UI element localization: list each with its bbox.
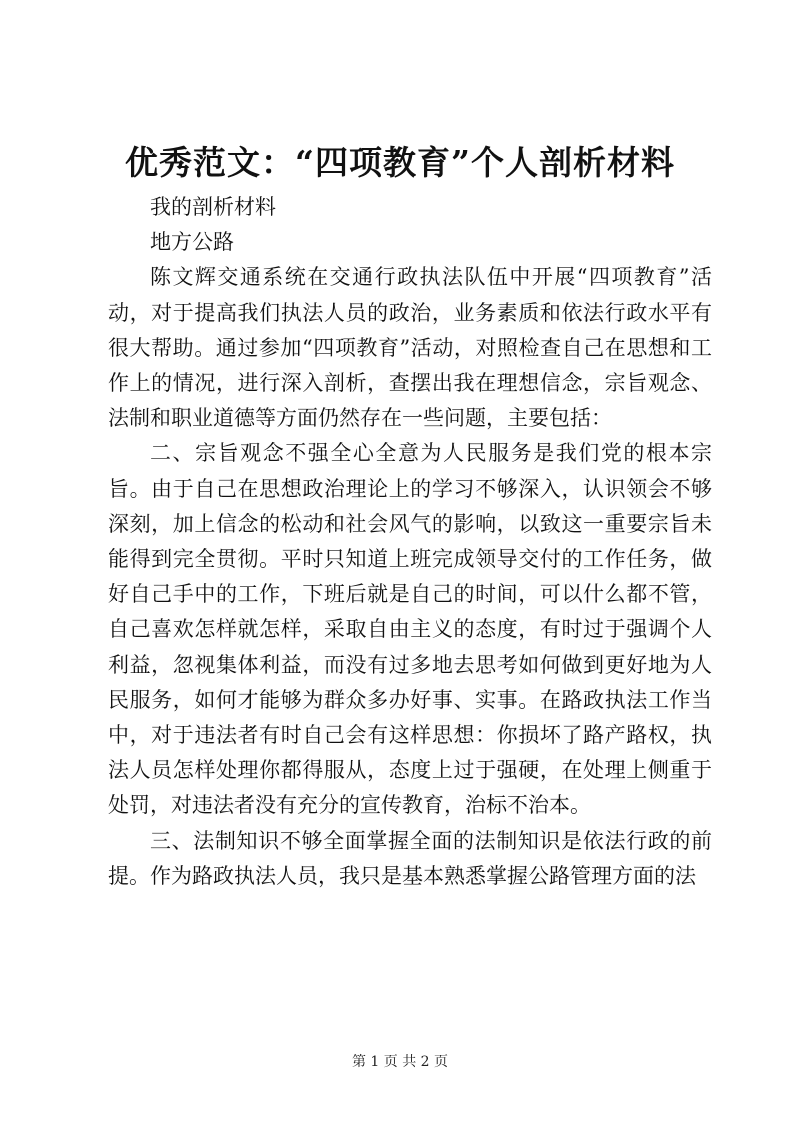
page-number-footer: 第 1 页 共 2 页 <box>351 1054 449 1070</box>
document-body <box>108 190 712 894</box>
paragraph-section-three: 三、法制知识不够全面掌握全面的法制知识是依法行政的前提。作为路政执法人员，我只是基本熟悉掌握公路管理方面的法 <box>108 828 712 888</box>
paragraph-intro: 陈文辉交通系统在交通行政执法队伍中开展“四项教育”活动，对于提高我们执法人员的政治，业务素质和依法行政水平有很大帮助。通过参加“四项教育”活动，对照检查自己在思想和工作上的情况，进行深入剖析，查摆出我在理想信念，宗旨观念、法制和职业道德等方面仍然存在一些问题，主要包括： <box>108 265 712 431</box>
paragraph-section-two: 二、宗旨观念不强全心全意为人民服务是我们党的根本宗旨。由于自己在思想政治理论上的学习不够深入，认识领会不够深刻，加上信念的松动和社会风气的影响，以致这一重要宗旨未能得到完全贯彻。平时只知道上班完成领导交付的工作任务，做好自己手中的工作，下班后就是自己的时间，可以什么都不管，自己喜欢怎样就怎样，采取自由主义的态度，有时过于强调个人利益，忽视集体利益，而没有过多地去思考如何做到更好地为人民服务，如何才能够为群众多办好事、实事。在路政执法工作当中，对于违法者有时自己会有这样思想：你损坏了路产路权，执法人员怎样处理你都得服从，态度上过于强硬，在处理上侧重于处罚，对违法者没有充分的宣传教育，治标不治本。 <box>108 441 712 818</box>
paragraph-subtitle: 我的剖析材料 <box>150 195 276 219</box>
paragraph-department: 地方公路 <box>150 230 234 255</box>
document-title: 优秀范文：“四项教育”个人剖析材料 <box>125 143 675 182</box>
